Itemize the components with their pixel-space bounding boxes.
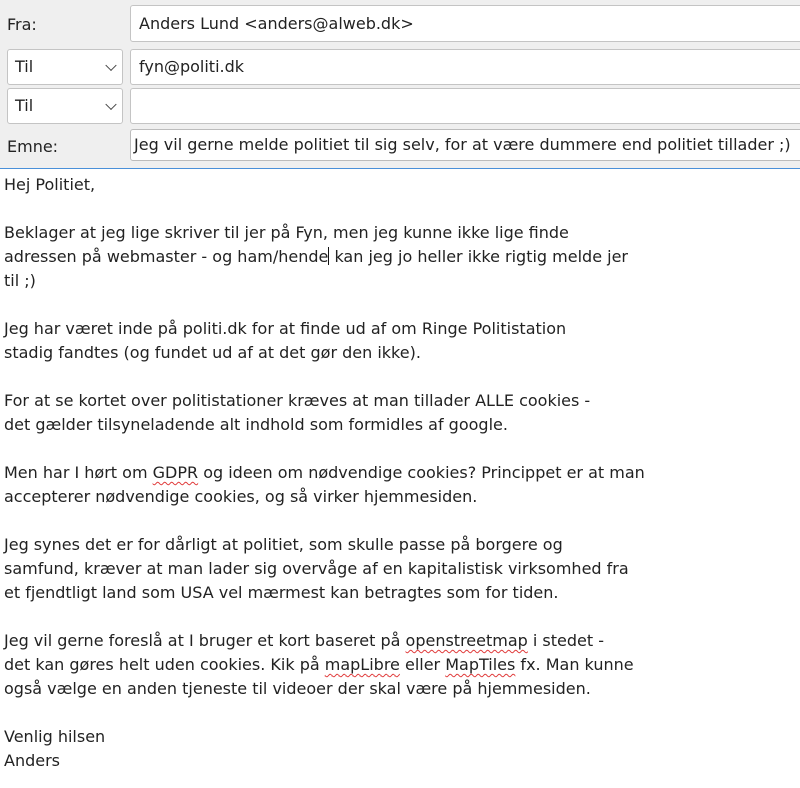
body-paragraph-6 [4,629,800,701]
body-text: i stedet - [527,631,605,650]
body-line: Hej Politiet, [4,175,96,194]
recipient-address-field-2[interactable] [130,88,800,124]
greeting-paragraph [4,173,800,197]
subject-field[interactable]: Jeg vil gerne melde politiet til sig selv, for at være dummere end politiet tillader ;) [130,129,800,161]
chevron-down-icon [105,60,116,71]
spellcheck-word[interactable]: GDPR [152,463,199,482]
spellcheck-word[interactable]: mapLibre [324,655,400,674]
body-text: og ideen om nødvendige cookies? Princippet er at man [198,463,645,482]
body-line: stadig fandtes (og fundet ud af at det gør den ikke). [4,343,421,362]
body-line: For at se kortet over politistationer kræves at man tillader ALLE cookies - [4,391,591,410]
recipient-address-field-1[interactable]: fyn@politi.dk [130,49,800,85]
spellcheck-word[interactable]: openstreetmap [405,631,528,650]
body-paragraph-5 [4,533,800,605]
body-line [4,653,800,677]
body-text: adressen på webmaster - og ham/hende [4,247,329,266]
recipient-type-label-1: Til [15,57,34,76]
message-body-editor[interactable] [0,168,800,788]
body-text: kan jeg jo heller ikke rigtig melde jer [329,247,628,266]
body-line: Jeg har været inde på politi.dk for at finde ud af om Ringe Politistation [4,319,567,338]
signoff-paragraph [4,725,800,773]
body-line [4,461,800,485]
body-text: fx. Man kunne [515,655,634,674]
recipient-type-label-2: Til [15,96,34,115]
body-line [4,245,800,269]
body-paragraph-2 [4,317,800,365]
body-line: også vælge en anden tjeneste til videoer der skal være på hjemmesiden. [4,679,591,698]
subject-label: Emne: [7,137,59,156]
body-line: accepterer nødvendige cookies, og så virker hjemmesiden. [4,487,478,506]
chevron-down-icon [105,99,116,110]
recipient-type-select-2[interactable] [7,88,123,124]
body-line: til ;) [4,271,36,290]
spellcheck-word[interactable]: MapTiles [445,655,516,674]
body-line: Venlig hilsen [4,727,106,746]
body-text: Men har I hørt om [4,463,153,482]
body-line: et fjendtligt land som USA vel mærmest kan betragtes som for tiden. [4,583,559,602]
body-paragraph-4 [4,461,800,509]
from-label: Fra: [7,15,37,34]
body-line: det gælder tilsyneladende alt indhold som formidles af google. [4,415,508,434]
body-line [4,629,800,653]
body-line: Anders [4,751,60,770]
from-field[interactable]: Anders Lund <anders@alweb.dk> [130,5,800,42]
recipient-type-select-1[interactable] [7,49,123,85]
body-paragraph-3 [4,389,800,437]
body-text: det kan gøres helt uden cookies. Kik på [4,655,325,674]
body-text: Jeg vil gerne foreslå at I bruger et kort baseret på [4,631,406,650]
body-line: samfund, kræver at man lader sig overvåge af en kapitalistisk virksomhed fra [4,559,629,578]
body-text: eller [399,655,446,674]
body-paragraph-1 [4,221,800,293]
body-line: Beklager at jeg lige skriver til jer på Fyn, men jeg kunne ikke lige finde [4,223,569,242]
body-line: Jeg synes det er for dårligt at politiet, som skulle passe på borgere og [4,535,563,554]
